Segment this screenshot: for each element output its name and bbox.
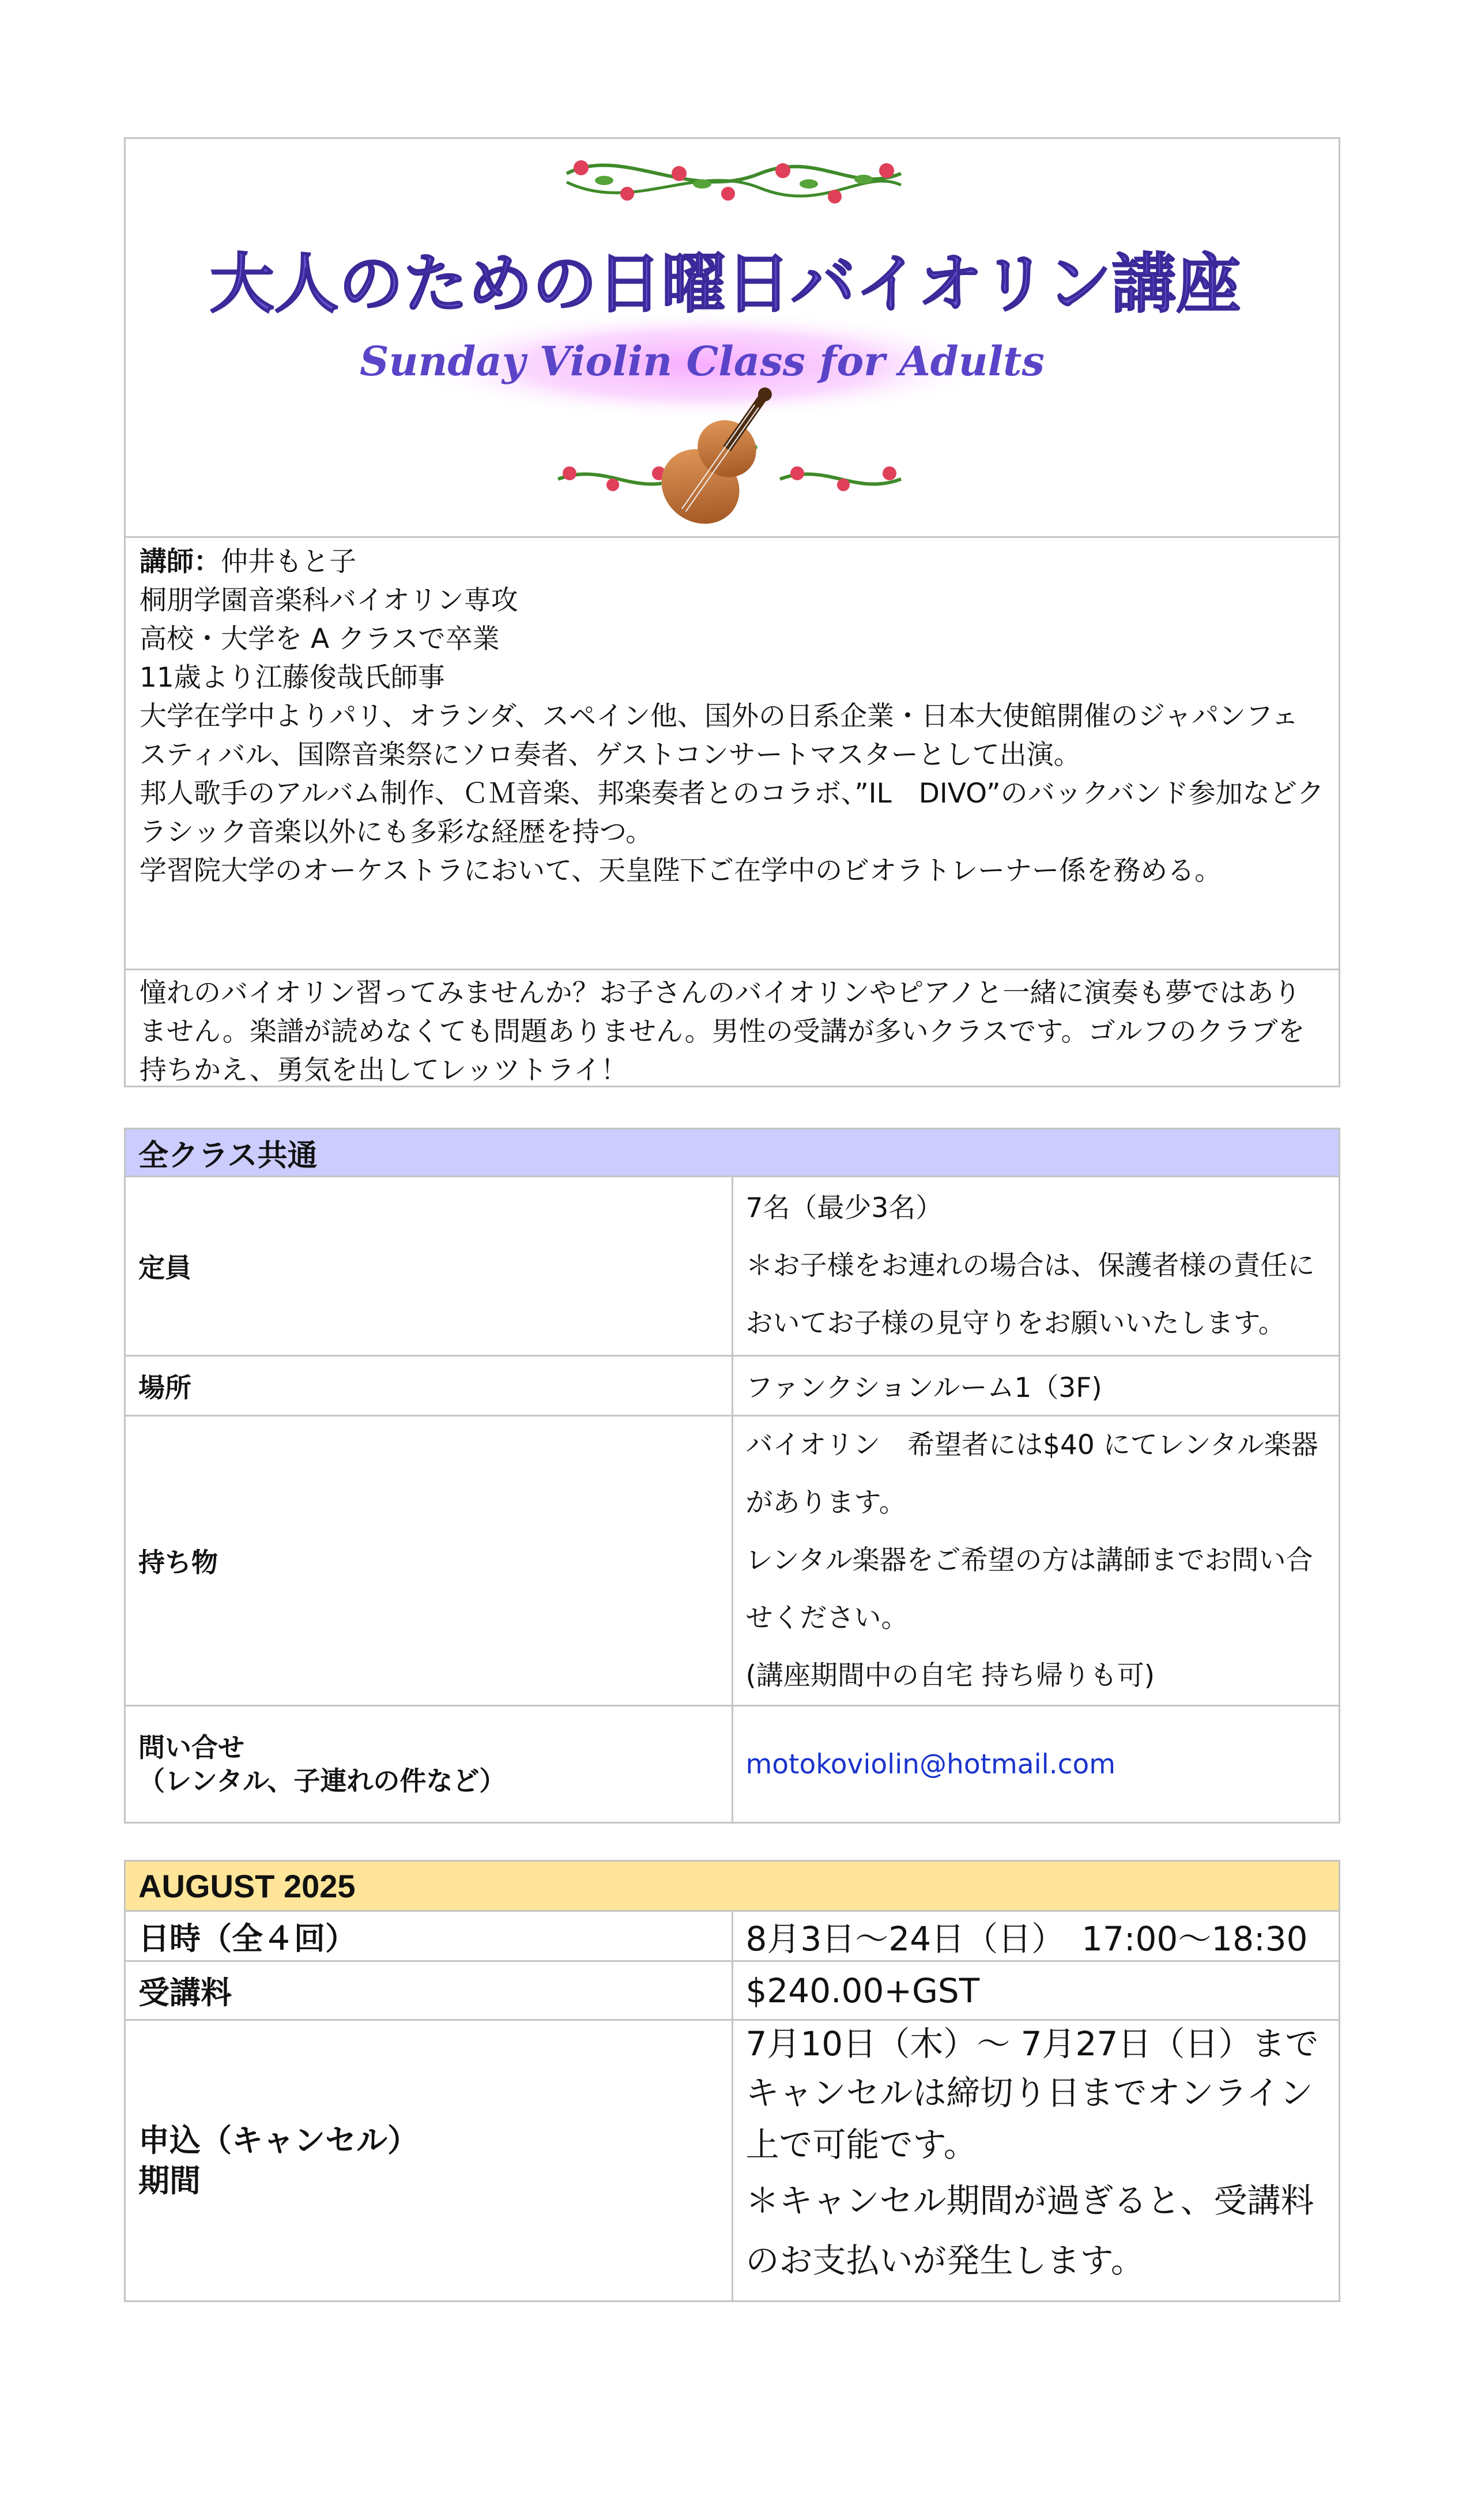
instructor-line [140,543,1325,581]
instructor-name: 仲井もと子 [221,546,356,578]
items-line: レンタル楽器をご希望の方は講師までお問い合せください。 [745,1545,1313,1634]
contact-email[interactable]: motokoviolin@hotmail.com [745,1748,1116,1780]
profile-line: 邦人歌手のアルバム制作、ＣＭ音楽、邦楽奏者とのコラボ、”IL DIVO”のバックバンド参加などクラシック音楽以外にも多彩な経歴を持つ。 [140,778,1324,848]
table-row [125,1416,1340,1706]
profile-line: 学習院大学のオーケストラにおいて、天皇陛下ご在学中のビオラトレーナー係を務める。 [140,855,1222,887]
fee-label: 受講料 [125,1961,733,2020]
items-label: 持ち物 [125,1416,733,1706]
date-value: 8月3日～24日（日） 17:00～18:30 [732,1911,1340,1961]
table-row [125,1706,1340,1823]
apply-label [125,2020,733,2301]
banner-title-ja: 大人のための日曜日バイオリン講座 [209,247,1241,322]
august-schedule-table [124,1860,1340,2302]
promo-text: 憧れのバイオリン習ってみませんか？お子さんのバイオリンやピアノと一緒に演奏も夢ではありません。楽譜が読めなくても問題ありません。男性の受講が多いクラスです。ゴルフのクラブを持ちかえ、勇気を出してレッツトライ！ [140,977,1305,1086]
place-value: ファンクションルーム1（3F) [732,1356,1340,1416]
contact-email-link[interactable] [732,1706,1340,1823]
table-row [125,1961,1340,2020]
title-banner [126,139,1339,538]
fee-value: $240.00+GST [732,1961,1340,2020]
instructor-label: 講師： [140,546,221,578]
banner-title-en: Sunday Violin Class for Adults [360,337,1045,385]
header-box [124,137,1340,1087]
apply-value [732,2020,1340,2301]
apply-line: 7月10日（木）～ 7月27日（日）まで [745,2024,1319,2063]
contact-label [125,1706,733,1823]
items-line: (講座期間中の自宅 持ち帰りも可) [745,1660,1155,1692]
capacity-count: 7名（最少3名） [745,1192,943,1224]
profile-line: 11歳より江藤俊哉氏師事 [140,662,445,694]
capacity-label: 定員 [125,1177,733,1356]
banner-graphic [126,139,1339,536]
capacity-note: ＊お子様をお連れの場合は、保護者様の責任においてお子様の見守りをお願いいたします。 [745,1250,1315,1339]
apply-label-line: 期間 [138,2162,201,2199]
common-heading: 全クラス共通 [125,1129,1340,1177]
profile-line: 高校・大学を A クラスで卒業 [140,623,500,655]
profile-line: 桐朋学園音楽科バイオリン専攻 [140,585,518,616]
august-heading: AUGUST 2025 [125,1861,1340,1911]
table-row [125,1356,1340,1416]
flower-garland-top-icon [567,160,901,204]
items-value [732,1416,1340,1706]
apply-line: ＊キャンセル期間が過ぎると、受講料のお支払いが発生します。 [745,2181,1314,2280]
date-label: 日時（全４回） [125,1911,733,1961]
table-row [125,1177,1340,1356]
items-line: バイオリン 希望者には$40 にてレンタル楽器があります。 [745,1429,1318,1519]
profile-line: 大学在学中よりパリ、オランダ、スペイン他、国外の日系企業・日本大使館開催のジャパンフェスティバル、国際音楽祭にソロ奏者、ゲストコンサートマスターとして出演。 [140,700,1299,771]
instructor-profile [126,538,1339,970]
contact-label-line: 問い合せ [138,1732,244,1763]
table-row [125,2020,1340,2301]
apply-label-line: 申込（キャンセル） [138,2122,419,2159]
apply-line: キャンセルは締切り日までオンライン上で可能です。 [745,2073,1313,2164]
contact-label-line: （レンタル、子連れの件など） [138,1765,506,1796]
common-info-table [124,1128,1340,1824]
place-label: 場所 [125,1356,733,1416]
capacity-value [732,1177,1340,1356]
table-row [125,1911,1340,1961]
